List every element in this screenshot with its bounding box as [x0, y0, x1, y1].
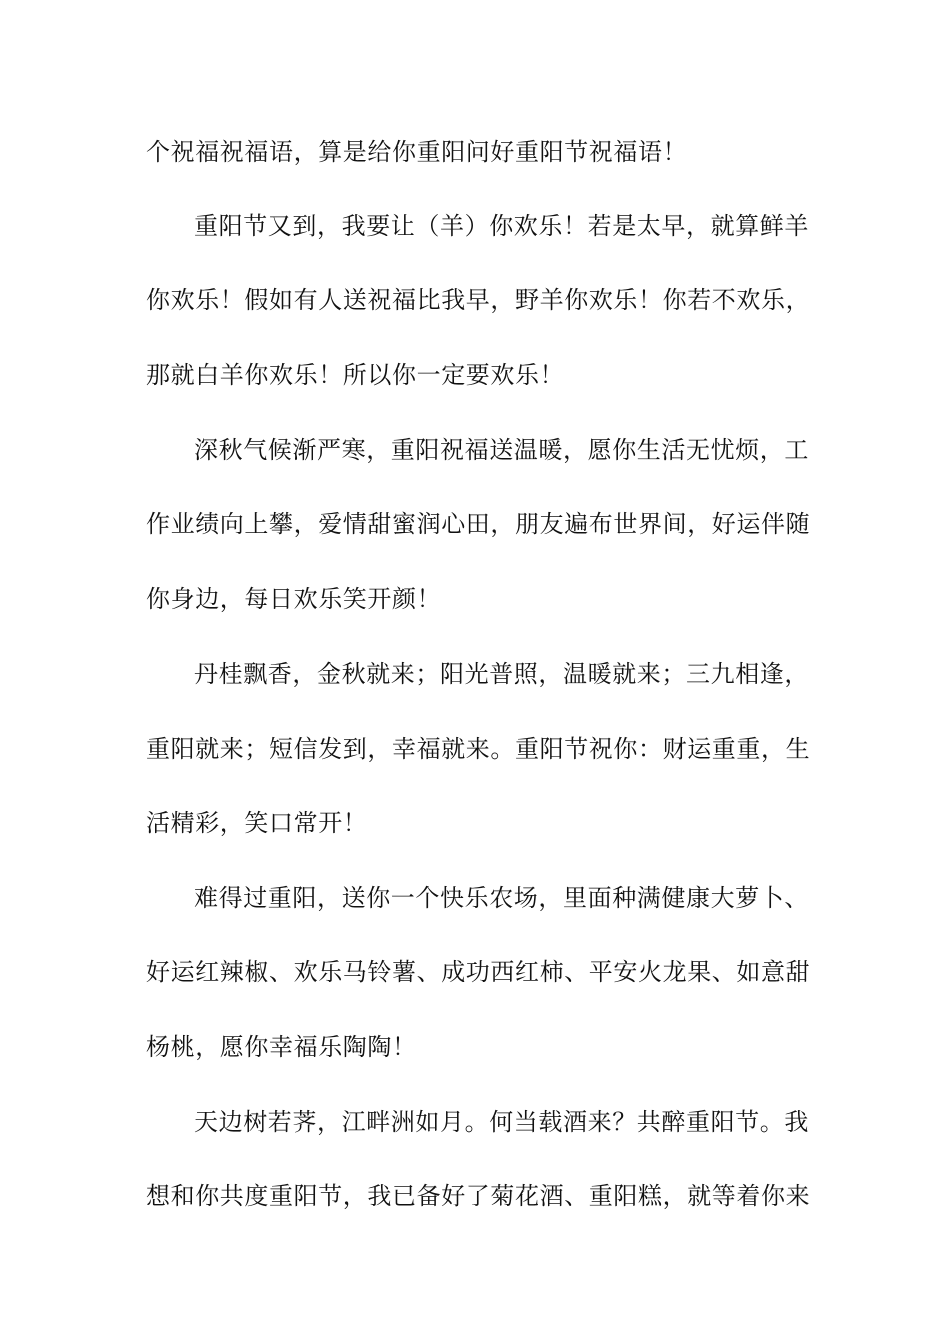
- text-line: 好运红辣椒、欢乐马铃薯、成功西红柿、平安火龙果、如意甜: [146, 958, 811, 986]
- text-line: 那就白羊你欢乐！所以你一定要欢乐！: [146, 361, 565, 389]
- paragraph-first-line: 深秋气候渐严寒，重阳祝福送温暖，愿你生活无忧烦，工: [194, 436, 809, 464]
- paragraph-first-line: 难得过重阳，送你一个快乐农场，里面种满健康大萝卜、: [194, 884, 809, 912]
- text-line: 个祝福祝福语，算是给你重阳问好重阳节祝福语！: [146, 138, 688, 166]
- text-line: 你欢乐！假如有人送祝福比我早，野羊你欢乐！你若不欢乐，: [146, 286, 811, 314]
- text-line: 重阳就来；短信发到，幸福就来。重阳节祝你：财运重重，生: [146, 735, 811, 763]
- text-line: 你身边，每日欢乐笑开颜！: [146, 585, 442, 613]
- text-line: 想和你共度重阳节，我已备好了菊花酒、重阳糕，就等着你来: [146, 1182, 811, 1210]
- text-line: 作业绩向上攀，爱情甜蜜润心田，朋友遍布世界间，好运伴随: [146, 510, 811, 538]
- paragraph-first-line: 重阳节又到，我要让（羊）你欢乐！若是太早，就算鲜羊: [194, 212, 809, 240]
- paragraph-first-line: 天边树若荠，江畔洲如月。何当载酒来？共醉重阳节。我: [194, 1108, 809, 1136]
- text-line: 活精彩，笑口常开！: [146, 809, 368, 837]
- text-line: 杨桃，愿你幸福乐陶陶！: [146, 1033, 417, 1061]
- paragraph-first-line: 丹桂飘香，金秋就来；阳光普照，温暖就来；三九相逢，: [194, 660, 809, 688]
